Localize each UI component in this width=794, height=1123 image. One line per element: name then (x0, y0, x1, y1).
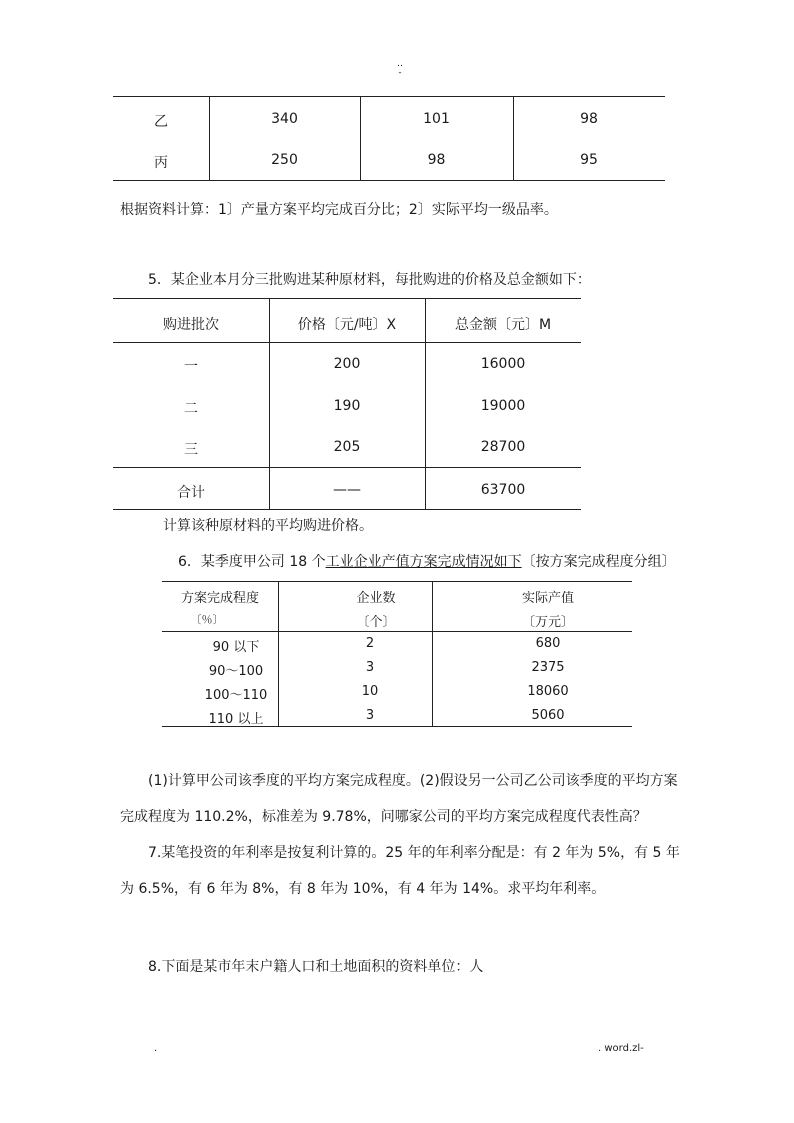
table-1-top-border (113, 96, 665, 97)
table-1-cell: 95 (580, 152, 598, 168)
table-3-cell: 2375 (531, 660, 565, 675)
question-7-line-1: 7.某笔投资的年利率是按复利计算的。25 年的年利率分配是：有 2 年为 5%，有 5 年 (148, 845, 680, 861)
table-2-cell: 一 (184, 359, 198, 375)
table-1-bottom-border (113, 180, 665, 181)
table-2-cell: 200 (333, 356, 361, 372)
column-header: 实际产值 (521, 591, 574, 606)
table-1-cell: 98 (580, 111, 598, 127)
table-2-cell: 28700 (480, 439, 526, 455)
table-3-cell: 680 (535, 636, 561, 651)
table-3-cell: 3 (365, 708, 375, 723)
column-header-unit: 〔万元〕 (521, 615, 574, 630)
table-2-cell: 三 (184, 442, 198, 458)
column-header: 企业数 (356, 591, 396, 606)
question-6-title-link: 工业企业产值方案完成情况如下 (325, 554, 522, 570)
column-header-unit: 〔％〕 (190, 613, 224, 626)
table-3-cell: 18060 (527, 684, 569, 699)
question-6-title-post: 〔按方案完成程度分组〕 (521, 554, 676, 570)
table-1-cell: 250 (271, 152, 298, 168)
table-1-cell: 101 (423, 111, 450, 127)
footer-right-text: . word.zl- (598, 1043, 644, 1054)
table-2-cell: 190 (333, 398, 361, 414)
table-3-cell: 90 以下 (212, 640, 260, 655)
table-3-cell: 2 (365, 636, 375, 651)
column-header-unit: 〔个〕 (356, 615, 396, 630)
table-1-cell: 98 (427, 152, 446, 168)
header-mark: .. - (397, 59, 403, 78)
table-2-cell: 205 (333, 439, 361, 455)
table-3-cell: 10 (361, 684, 379, 699)
table-3-cell: 90～100 (208, 664, 264, 679)
table-2-cell: 二 (184, 401, 198, 417)
column-header: 方案完成程度 (180, 591, 259, 606)
table-2-cell: 19000 (480, 398, 526, 414)
question-6-title-pre: 6．某季度甲公司 18 个 (178, 554, 326, 570)
table-3-cell: 3 (365, 660, 375, 675)
table-3-top-border (162, 581, 632, 582)
column-header: 价格〔元/吨〕X (297, 317, 397, 333)
table-3-cell: 5060 (531, 708, 565, 723)
question-6-text-line-2: 完成程度为 110.2%，标准差为 9.78%，问哪家公司的平均方案完成程度代表性高？ (120, 809, 647, 825)
table-2-cell: 63700 (480, 482, 526, 498)
question-6-text-line-1: (1)计算甲公司该季度的平均方案完成程度。(2)假设另一公司乙公司该季度的平均方案 (148, 773, 678, 789)
table-2-top-border (113, 298, 581, 299)
column-header: 购进批次 (163, 317, 219, 333)
table-3-header-border (162, 631, 632, 632)
table-2-cell: —— (333, 482, 361, 498)
table-2-cell: 16000 (480, 356, 526, 372)
table-1-cell: 340 (271, 111, 298, 127)
question-5-task: 计算该种原材料的平均购进价格。 (163, 518, 373, 534)
table-2-cell: 合计 (177, 485, 205, 501)
column-header: 总金额〔元〕M (454, 317, 552, 333)
question-5-title: 5．某企业本月分三批购进某种原材料，每批购进的价格及总金额如下： (148, 272, 591, 288)
table-2-total-border (113, 467, 581, 468)
table-2-header-border (113, 342, 581, 343)
table-3-cell: 100～110 (204, 688, 268, 703)
question-8-line: 8.下面是某市年末户籍人口和土地面积的资料单位：人 (148, 959, 484, 975)
question-7-line-2: 为 6.5%，有 6 年为 8%，有 8 年为 10%，有 4 年为 14%。求平均年利率。 (120, 881, 606, 897)
footer-left-mark: . (154, 1043, 158, 1054)
question-6-title (178, 551, 676, 571)
table-1-cell: 丙 (154, 155, 168, 171)
table-1-cell: 乙 (154, 114, 168, 130)
table-2-bottom-border (113, 509, 581, 510)
question-4-task: 根据资料计算：1〕产量方案平均完成百分比；2〕实际平均一级品率。 (120, 202, 558, 218)
table-3-cell: 110 以上 (208, 712, 264, 727)
